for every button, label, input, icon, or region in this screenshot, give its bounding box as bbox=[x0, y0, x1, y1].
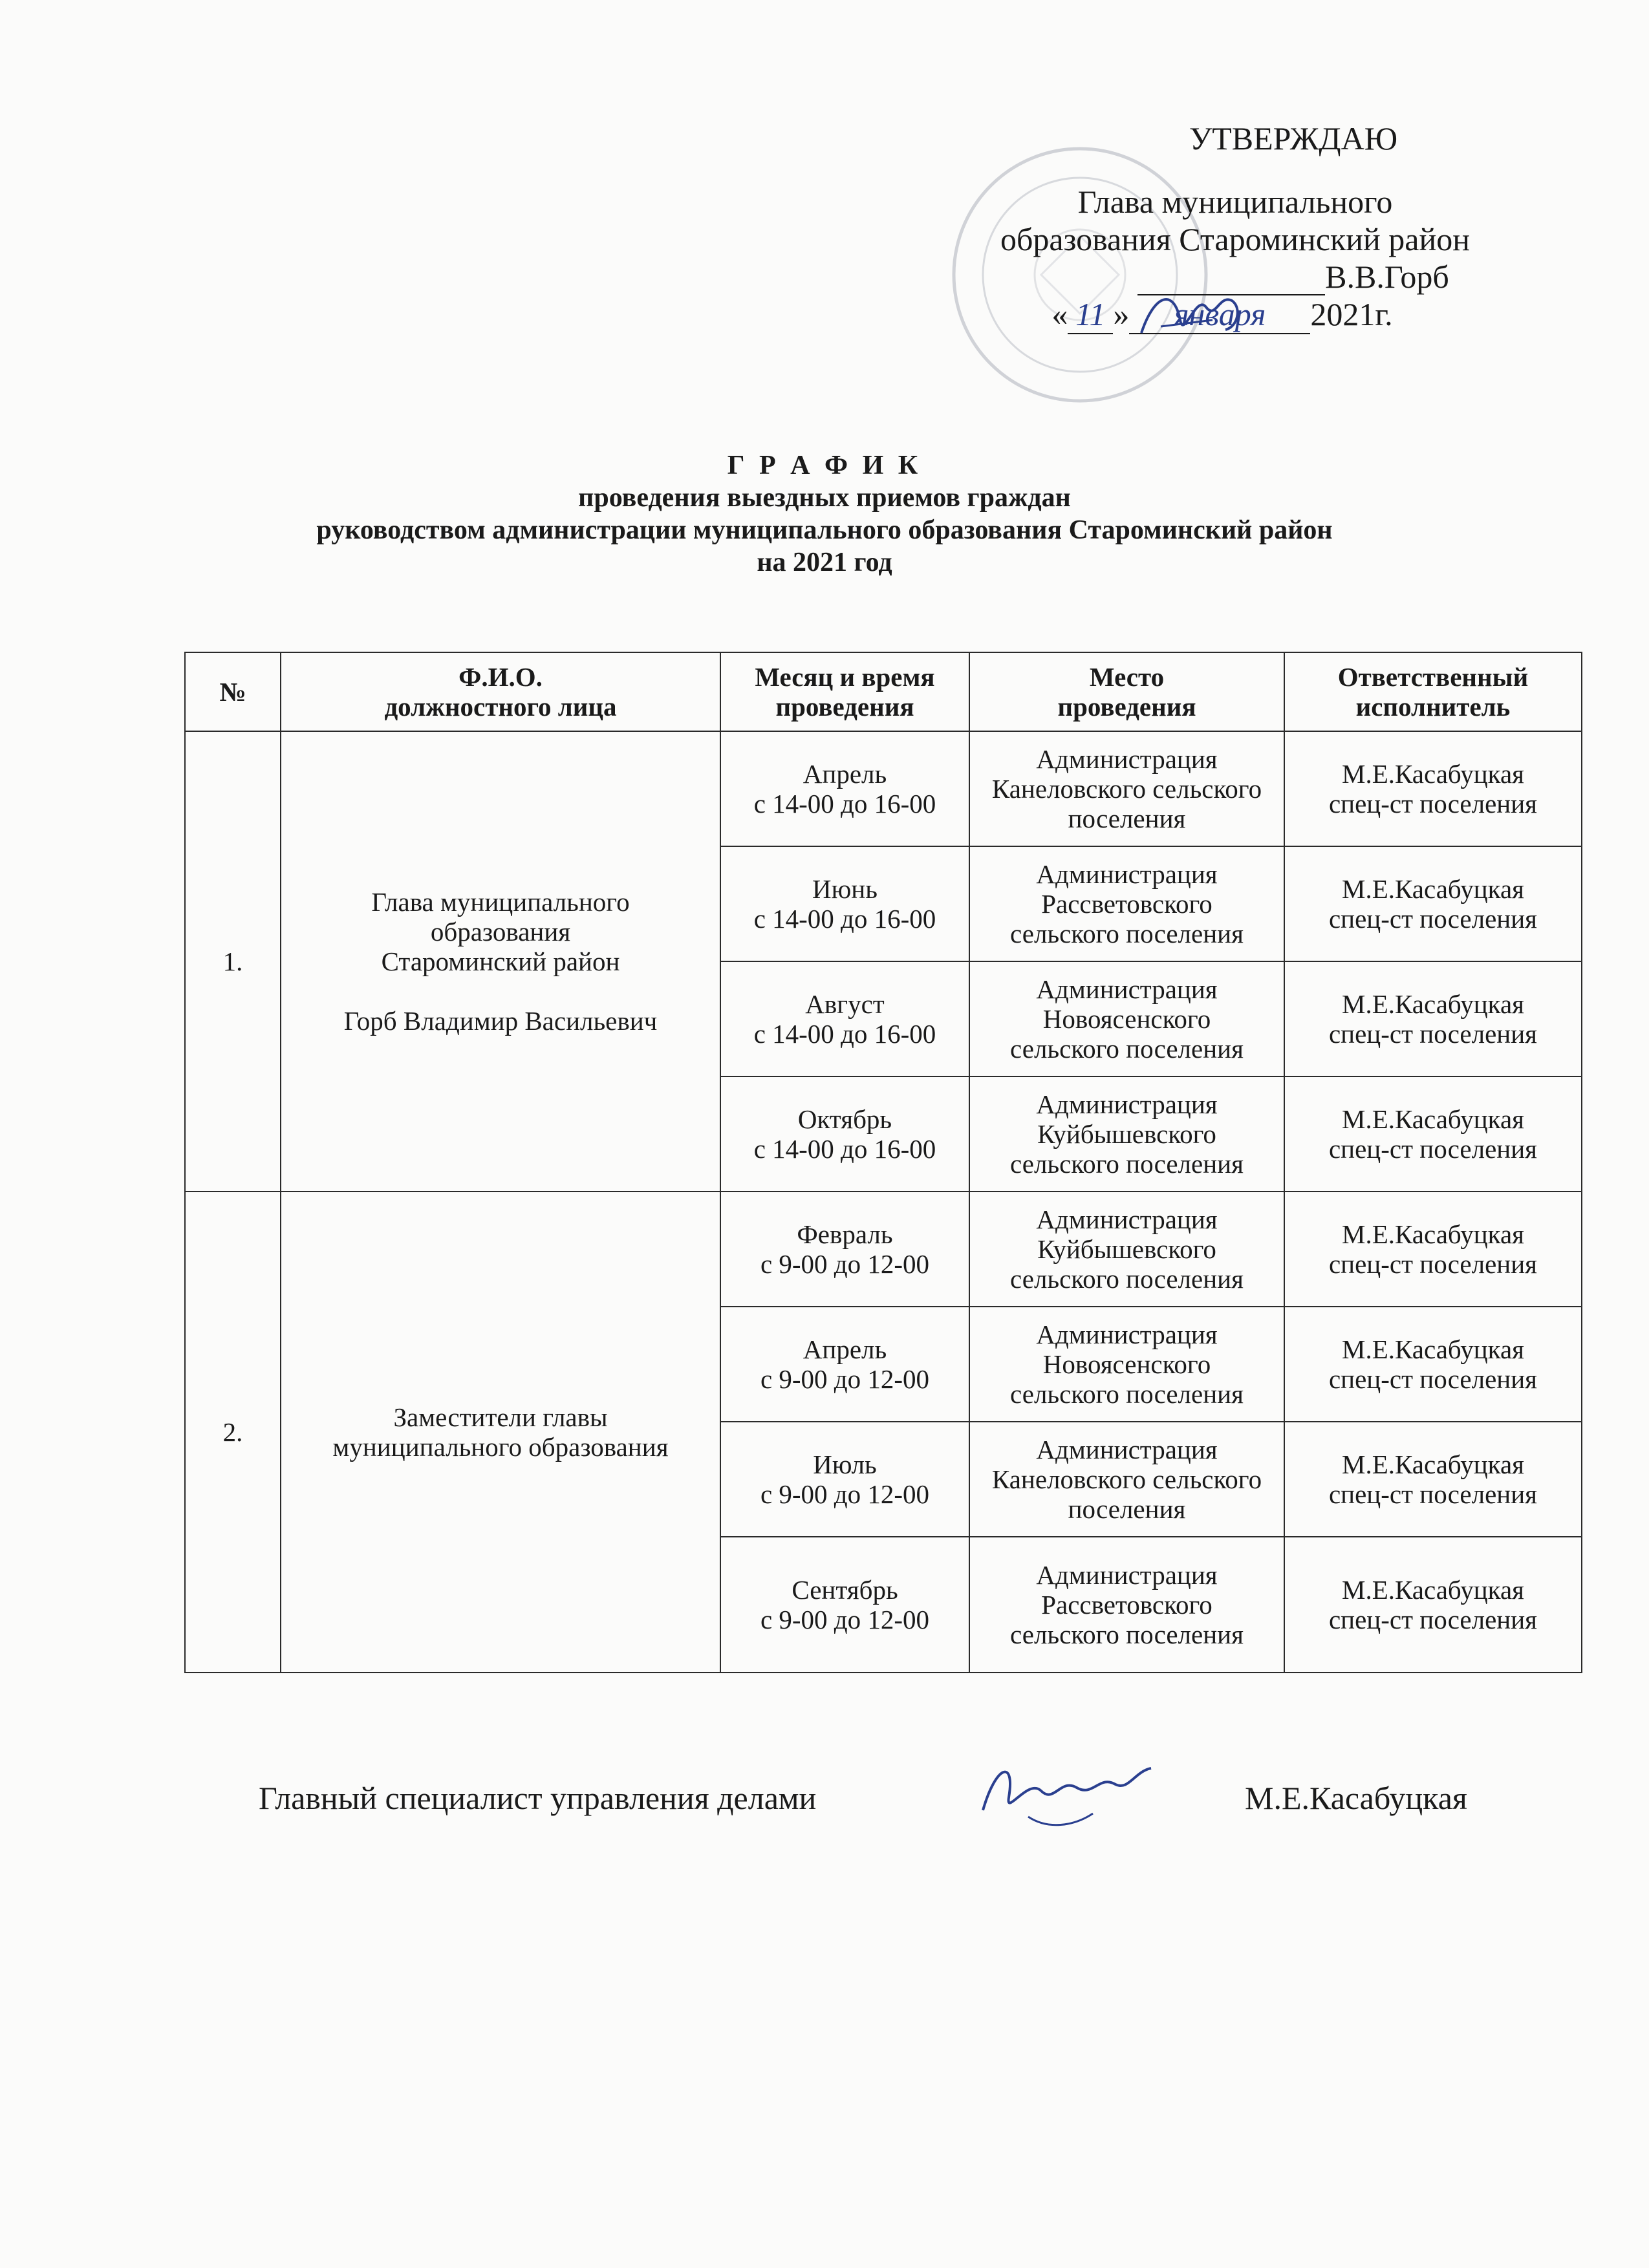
place-cell: Администрация Новоясенского сельского поселения bbox=[969, 1307, 1284, 1422]
place-cell: Администрация Канеловского сельского поселения bbox=[969, 1422, 1284, 1537]
group1-num: 1. bbox=[185, 731, 281, 1192]
responsible-cell: М.Е.Касабуцкая спец-ст поселения bbox=[1284, 846, 1582, 961]
place-cell: Администрация Новоясенского сельского поселения bbox=[969, 961, 1284, 1076]
header-num: № bbox=[185, 652, 281, 731]
approval-position-line2: образования Староминский район bbox=[1000, 221, 1470, 257]
footer-name: М.Е.Касабуцкая bbox=[1245, 1780, 1467, 1816]
responsible-cell: М.Е.Касабуцкая спец-ст поселения bbox=[1284, 731, 1582, 846]
approval-signature-mark bbox=[1135, 281, 1251, 352]
month-time-cell: Июль с 9-00 до 12-00 bbox=[720, 1422, 969, 1537]
approval-position-line1: Глава муниципального bbox=[1077, 184, 1393, 220]
title-line3: руководством администрации муниципального образования Староминский район bbox=[316, 515, 1333, 545]
date-open-quote: « bbox=[1051, 296, 1068, 332]
table-row bbox=[185, 731, 1582, 846]
month-time-cell: Июнь с 14-00 до 16-00 bbox=[720, 846, 969, 961]
month-time-cell: Апрель с 9-00 до 12-00 bbox=[720, 1307, 969, 1422]
responsible-cell: М.Е.Касабуцкая спец-ст поселения bbox=[1284, 1307, 1582, 1422]
place-cell: Администрация Куйбышевского сельского поселения bbox=[969, 1076, 1284, 1192]
table-header-row bbox=[185, 652, 1582, 731]
header-place: Место проведения bbox=[969, 652, 1284, 731]
place-cell: Администрация Канеловского сельского поселения bbox=[969, 731, 1284, 846]
approval-date-day: 11 bbox=[1068, 295, 1113, 334]
footer-position: Главный специалист управления делами bbox=[259, 1780, 817, 1816]
responsible-cell: М.Е.Касабуцкая спец-ст поселения bbox=[1284, 1422, 1582, 1537]
place-cell: Администрация Рассветовского сельского поселения bbox=[969, 1537, 1284, 1673]
approval-date-month: января bbox=[1129, 295, 1310, 334]
date-close-quote: » bbox=[1113, 296, 1130, 332]
group2-num: 2. bbox=[185, 1192, 281, 1673]
schedule-table bbox=[184, 652, 1582, 1673]
header-responsible: Ответственный исполнитель bbox=[1284, 652, 1582, 731]
title-line4: на 2021 год bbox=[757, 548, 892, 577]
month-time-cell: Сентябрь с 9-00 до 12-00 bbox=[720, 1537, 969, 1673]
responsible-cell: М.Е.Касабуцкая спец-ст поселения bbox=[1284, 1076, 1582, 1192]
group1-official: Глава муниципального образования Староминский район Горб Владимир Васильевич bbox=[281, 731, 720, 1192]
responsible-cell: М.Е.Касабуцкая спец-ст поселения bbox=[1284, 1537, 1582, 1673]
place-cell: Администрация Куйбышевского сельского поселения bbox=[969, 1192, 1284, 1307]
footer-signature-mark bbox=[970, 1739, 1177, 1836]
responsible-cell: М.Е.Касабуцкая спец-ст поселения bbox=[1284, 1192, 1582, 1307]
approval-heading: УТВЕРЖДАЮ bbox=[1189, 120, 1398, 156]
document-title bbox=[162, 449, 1487, 579]
month-time-cell: Апрель с 14-00 до 16-00 bbox=[720, 731, 969, 846]
title-line1: Г Р А Ф И К bbox=[727, 451, 922, 480]
header-official: Ф.И.О. должностного лица bbox=[281, 652, 720, 731]
approval-signer: В.В.Горб bbox=[1325, 259, 1449, 295]
place-cell: Администрация Рассветовского сельского поселения bbox=[969, 846, 1284, 961]
month-time-cell: Февраль с 9-00 до 12-00 bbox=[720, 1192, 969, 1307]
month-time-cell: Август с 14-00 до 16-00 bbox=[720, 961, 969, 1076]
group2-official: Заместители главы муниципального образования bbox=[281, 1192, 720, 1673]
title-line2: проведения выездных приемов граждан bbox=[578, 483, 1071, 513]
header-month-time: Месяц и время проведения bbox=[720, 652, 969, 731]
approval-date-year: 2021г. bbox=[1310, 296, 1393, 332]
table-row bbox=[185, 1192, 1582, 1307]
month-time-cell: Октябрь с 14-00 до 16-00 bbox=[720, 1076, 969, 1192]
responsible-cell: М.Е.Касабуцкая спец-ст поселения bbox=[1284, 961, 1582, 1076]
